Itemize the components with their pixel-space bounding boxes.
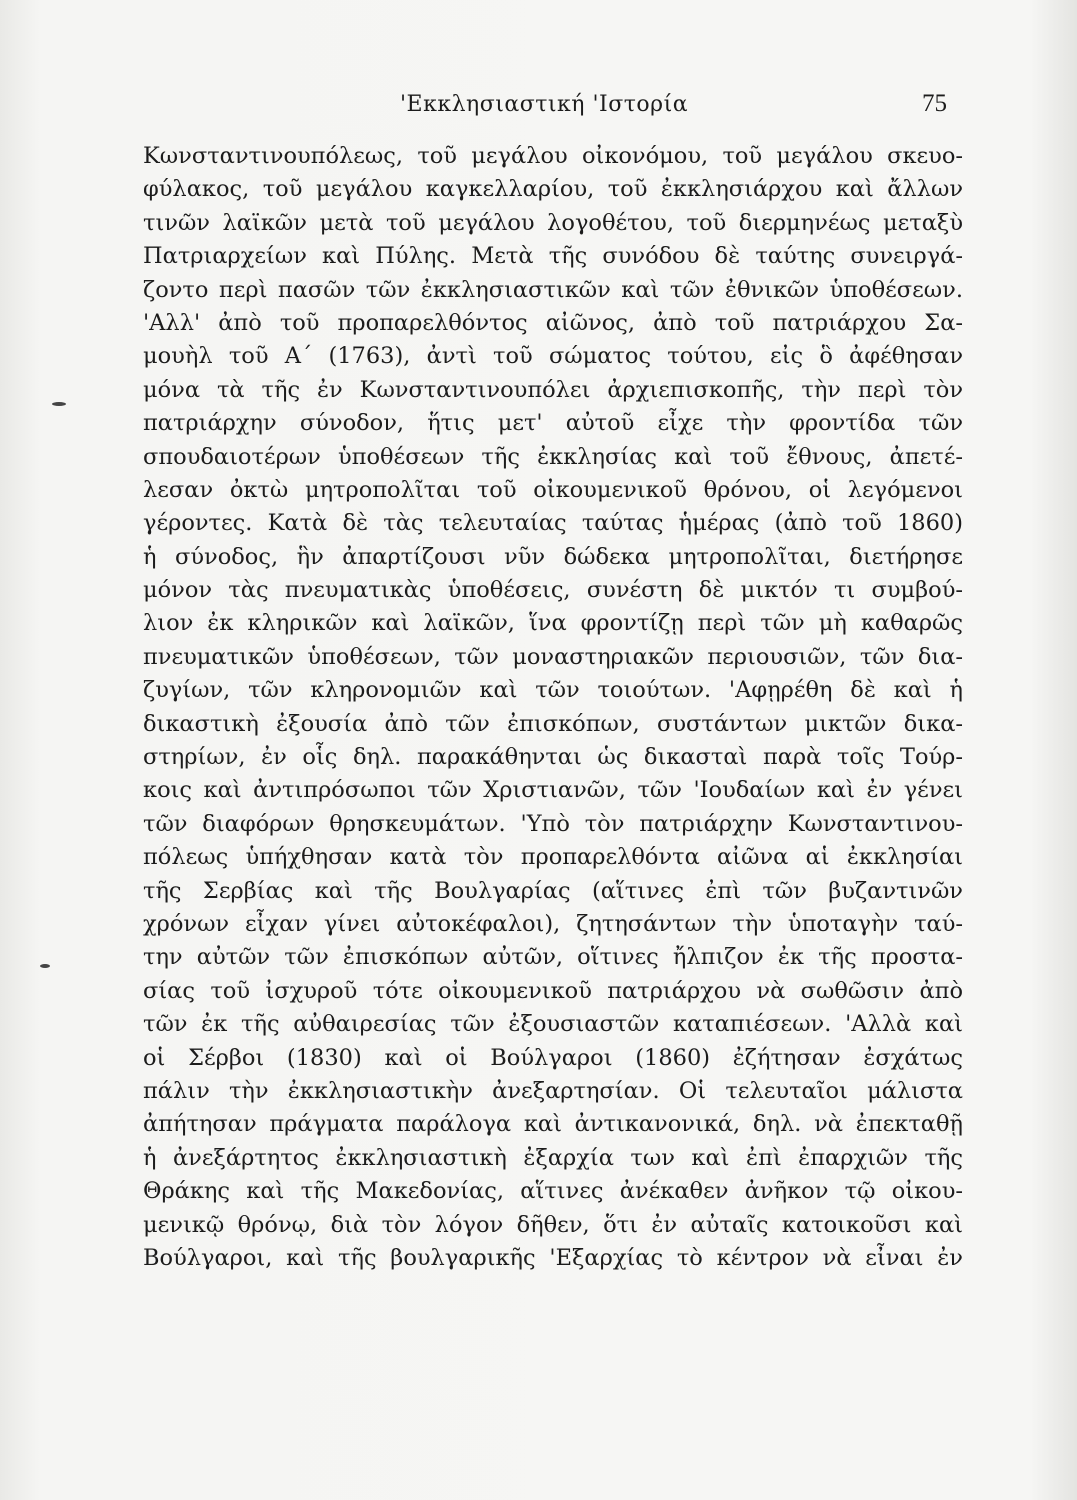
text-line: κοις καὶ ἀντιπρόσωποι τῶν Χριστιανῶν, τῶν 'Ιουδαίων καὶ ἐν γένει bbox=[143, 777, 963, 804]
text-line: γέροντες. Κατὰ δὲ τὰς τελευταίας ταύτας ἡμέρας (ἀπὸ τοῦ 1860) bbox=[143, 510, 963, 537]
text-line: Πατριαρχείων καὶ Πύλης. Μετὰ τῆς συνόδου δὲ ταύτης συνειργά- bbox=[143, 243, 963, 270]
text-line: λεσαν ὀκτὼ μητροπολῖται τοῦ οἰκουμενικοῦ θρόνου, οἱ λεγόμενοι bbox=[143, 476, 963, 503]
text-line: Βούλγαροι, καὶ τῆς βουλγαρικῆς 'Εξαρχίας τὸ κέντρον νὰ εἶναι ἐν bbox=[143, 1244, 963, 1271]
text-line: λιον ἐκ κληρικῶν καὶ λαϊκῶν, ἵνα φροντίζῃ περὶ τῶν μὴ καθαρῶς bbox=[143, 610, 963, 637]
text-line: στηρίων, ἐν οἷς δηλ. παρακάθηνται ὡς δικασταὶ παρὰ τοῖς Τούρ- bbox=[143, 744, 963, 771]
text-line: πάλιν τὴν ἐκκλησιαστικὴν ἀνεξαρτησίαν. Οἱ τελευταῖοι μάλιστα bbox=[143, 1077, 963, 1104]
text-line: φύλακος, τοῦ μεγάλου καγκελλαρίου, τοῦ ἐκκλησιάρχου καὶ ἄλλων bbox=[143, 176, 963, 203]
page-number: 75 bbox=[922, 90, 947, 117]
body-text bbox=[143, 140, 963, 1275]
text-line: μουὴλ τοῦ Α΄ (1763), ἀντὶ τοῦ σώματος τούτου, εἰς ὃ ἀφέθησαν bbox=[143, 343, 963, 370]
text-line: ἡ σύνοδος, ἣν ἀπαρτίζουσι νῦν δώδεκα μητροπολῖται, διετήρησε bbox=[143, 543, 963, 570]
text-line: σίας τοῦ ἰσχυροῦ τότε οἰκουμενικοῦ πατριάρχου νὰ σωθῶσιν ἀπὸ bbox=[143, 977, 963, 1004]
text-line: την αὐτῶν τῶν ἐπισκόπων αὐτῶν, οἵτινες ἤλπιζον ἐκ τῆς προστα- bbox=[143, 944, 963, 971]
text-line: ζοντο περὶ πασῶν τῶν ἐκκλησιαστικῶν καὶ τῶν ἐθνικῶν ὑποθέσεων. bbox=[143, 276, 963, 303]
text-line: μόνον τὰς πνευματικὰς ὑποθέσεις, συνέστη δὲ μικτόν τι συμβού- bbox=[143, 577, 963, 604]
text-line: πατριάρχην σύνοδον, ἥτις μετ' αὐτοῦ εἶχε τὴν φροντίδα τῶν bbox=[143, 410, 963, 437]
margin-mark bbox=[52, 402, 66, 406]
text-line: τῆς Σερβίας καὶ τῆς Βουλγαρίας (αἵτινες ἐπὶ τῶν βυζαντινῶν bbox=[143, 877, 963, 904]
text-line: μενικῷ θρόνῳ, διὰ τὸν λόγον δῆθεν, ὅτι ἐν αὐταῖς κατοικοῦσι καὶ bbox=[143, 1211, 963, 1238]
text-line: τινῶν λαϊκῶν μετὰ τοῦ μεγάλου λογοθέτου, τοῦ διερμηνέως μεταξὺ bbox=[143, 209, 963, 236]
text-line: τῶν διαφόρων θρησκευμάτων. 'Υπὸ τὸν πατριάρχην Κωνσταντινου- bbox=[143, 810, 963, 837]
running-head bbox=[0, 88, 1077, 128]
text-line: ἡ ἀνεξάρτητος ἐκκλησιαστικὴ ἐξαρχία των καὶ ἐπὶ ἐπαρχιῶν τῆς bbox=[143, 1144, 963, 1171]
text-line: Θράκης καὶ τῆς Μακεδονίας, αἵτινες ἀνέκαθεν ἀνῆκον τῷ οἰκου- bbox=[143, 1178, 963, 1205]
text-line: πνευματικῶν ὑποθέσεων, τῶν μοναστηριακῶν περιουσιῶν, τῶν δια- bbox=[143, 643, 963, 670]
text-line: χρόνων εἶχαν γίνει αὐτοκέφαλοι), ζητησάντων τὴν ὑποταγὴν ταύ- bbox=[143, 910, 963, 937]
text-line: 'Αλλ' ἀπὸ τοῦ προπαρελθόντος αἰῶνος, ἀπὸ τοῦ πατριάρχου Σα- bbox=[143, 309, 963, 336]
running-title: 'Εκκλησιαστική 'Ιστορία bbox=[400, 92, 689, 117]
text-line: Κωνσταντινουπόλεως, τοῦ μεγάλου οἰκονόμου, τοῦ μεγάλου σκευο- bbox=[143, 143, 963, 169]
margin-mark bbox=[40, 964, 50, 968]
text-line: μόνα τὰ τῆς ἐν Κωνσταντινουπόλει ἀρχιεπισκοπῆς, τὴν περὶ τὸν bbox=[143, 376, 963, 403]
text-line: πόλεως ὑπήχθησαν κατὰ τὸν προπαρελθόντα αἰῶνα αἱ ἐκκλησίαι bbox=[143, 844, 963, 871]
text-line: σπουδαιοτέρων ὑποθέσεων τῆς ἐκκλησίας καὶ τοῦ ἔθνους, ἀπετέ- bbox=[143, 443, 963, 470]
text-line: ἀπήτησαν πράγματα παράλογα καὶ ἀντικανονικά, δηλ. νὰ ἐπεκταθῇ bbox=[143, 1111, 963, 1138]
text-line: οἱ Σέρβοι (1830) καὶ οἱ Βούλγαροι (1860) ἐζήτησαν ἐσχάτως bbox=[143, 1044, 963, 1071]
text-line: ζυγίων, τῶν κληρονομιῶν καὶ τῶν τοιούτων. 'Αφῃρέθη δὲ καὶ ἡ bbox=[143, 677, 963, 704]
text-line: τῶν ἐκ τῆς αὐθαιρεσίας τῶν ἐξουσιαστῶν καταπιέσεων. 'Αλλὰ καὶ bbox=[143, 1011, 963, 1038]
text-line: δικαστικὴ ἐξουσία ἀπὸ τῶν ἐπισκόπων, συστάντων μικτῶν δικα- bbox=[143, 710, 963, 737]
